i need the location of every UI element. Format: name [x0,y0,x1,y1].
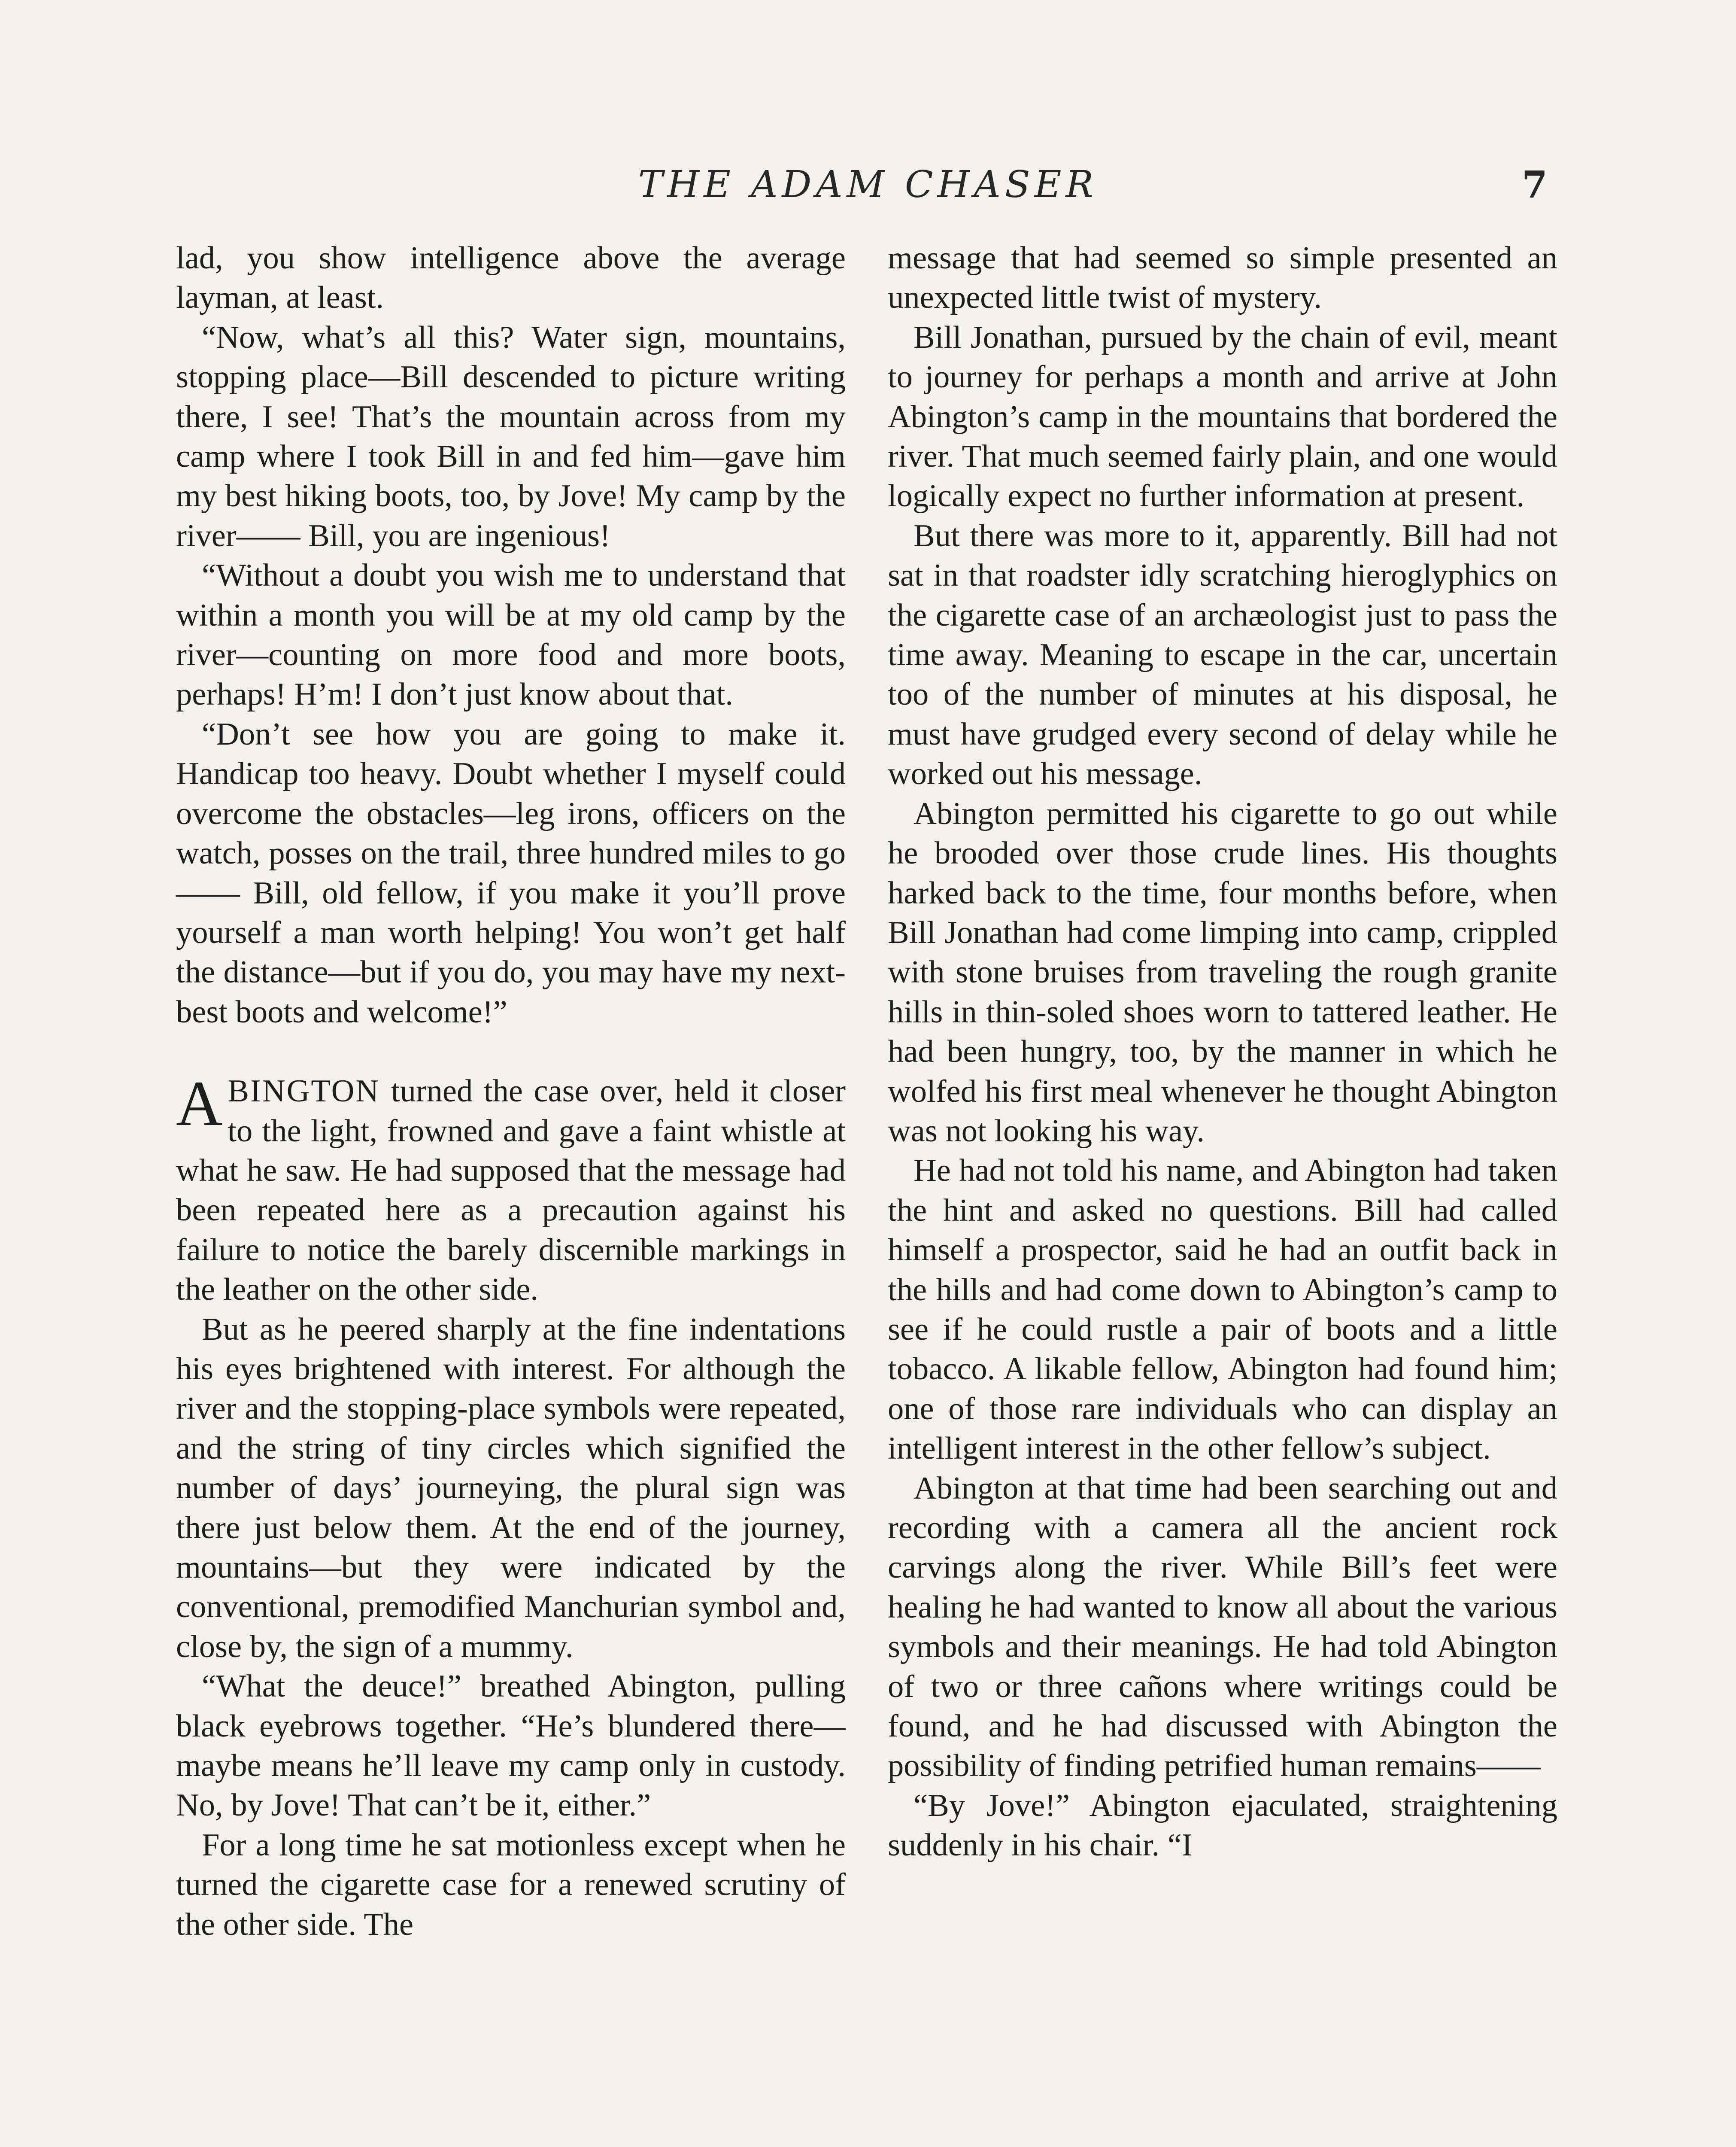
paragraph: Bill Jonathan, pursued by the chain of evil, meant to journey for perhaps a month and arrive at John Abington’s camp in the mountains that bordered the river. That much seemed fairly plain, and one would logically expect no further information at present. [888,319,1557,514]
paragraph: “Now, what’s all this? Water sign, mountains, stopping place—Bill descended to picture writing there, I see! That’s the mountain across from my camp where I took Bill in and fed him—gave him my best hiking boots, too, by Jove! My camp by the river—— Bill, you are ingenious! [176,319,846,553]
small-caps-lead: BINGTON [228,1074,380,1109]
paragraph: “Don’t see how you are going to make it. Handicap too heavy. Doubt whether I myself could overcome the obstacles—leg irons, officers on the watch, posses on the trail, three hundred miles to go—— Bill, old fellow, if you make it you’ll prove yourself a man worth helping! You won’t get half the distance—but if you do, you may have my next-best boots and welcome!” [176,716,846,1030]
paragraph: message that had seemed so simple presented an unexpected little twist of mystery. [888,240,1557,316]
page-number: 7 [1522,163,1548,207]
paragraph: He had not told his name, and Abington had taken the hint and asked no questions. Bill had called himself a prospector, said he had an outfit back in the hills and had come down to Abington’s camp to see if he could rustle a pair of boots and a little tobacco. A likable fellow, Abington had found him; one of those rare individuals who can display an intelligent interest in the other fellow’s subject. [888,1153,1557,1466]
section-opening-paragraph [176,1068,846,1309]
paragraph: But there was more to it, apparently. Bill had not sat in that roadster idly scratching hieroglyphics on the cigarette case of an archæologist just to pass the time away. Meaning to escape in the car, uncertain too of the number of minutes at his disposal, he must have grudged every second of delay while he worked out his message. [888,518,1557,792]
paragraph: “What the deuce!” breathed Abington, pulling black eyebrows together. “He’s blundered there—maybe means he’ll leave my camp only in custody. No, by Jove! That can’t be it, either.” [176,1669,846,1823]
left-column [176,238,846,1944]
paragraph: But as he peered sharply at the fine indentations his eyes brightened with interest. For although the river and the stopping-place symbols were repeated, and the string of tiny circles which signified the number of days’ journeying, the plural sign was there just below them. At the end of the journey, mountains—but they were indicated by the conventional, premodified Manchurian symbol and, close by, the sign of a mummy. [176,1311,846,1664]
paragraph: “By Jove!” Abington ejaculated, straightening suddenly in his chair. “I [888,1788,1557,1863]
paragraph: lad, you show intelligence above the average layman, at least. [176,240,846,316]
running-title: THE ADAM CHASER [638,163,1098,206]
paragraph-text: turned the case over, held it closer to the light, frowned and gave a faint whistle at what he saw. He had supposed that the message had been repeated here as a precaution against his failure to notice the barely discernible markings in the leather on the other side. [176,1074,846,1308]
paragraph: “Without a doubt you wish me to understand that within a month you will be at my old camp by the river—counting on more food and more boots, perhaps! H’m! I don’t just know about that. [176,558,846,712]
paragraph: Abington permitted his cigarette to go out while he brooded over those crude lines. His thoughts harked back to the time, four months before, when Bill Jonathan had come limping into camp, crippled with stone bruises from traveling the rough granite hills in thin-soled shoes worn to tattered leather. He had been hungry, too, by the manner in which he wolfed his first meal whenever he thought Abington was not looking his way. [888,796,1557,1149]
running-head [0,163,1736,215]
paragraph: Abington at that time had been searching out and recording with a camera all the ancient rock carvings along the river. While Bill’s feet were healing he had wanted to know all about the various symbols and their meanings. He had told Abington of two or three cañons where writings could be found, and he had discussed with Abington the possibility of finding petrified human remains—— [888,1470,1557,1784]
drop-cap: A [176,1068,223,1140]
right-column [888,238,1557,1865]
paragraph: For a long time he sat motionless except when he turned the cigarette case for a renewed scrutiny of the other side. The [176,1827,846,1942]
